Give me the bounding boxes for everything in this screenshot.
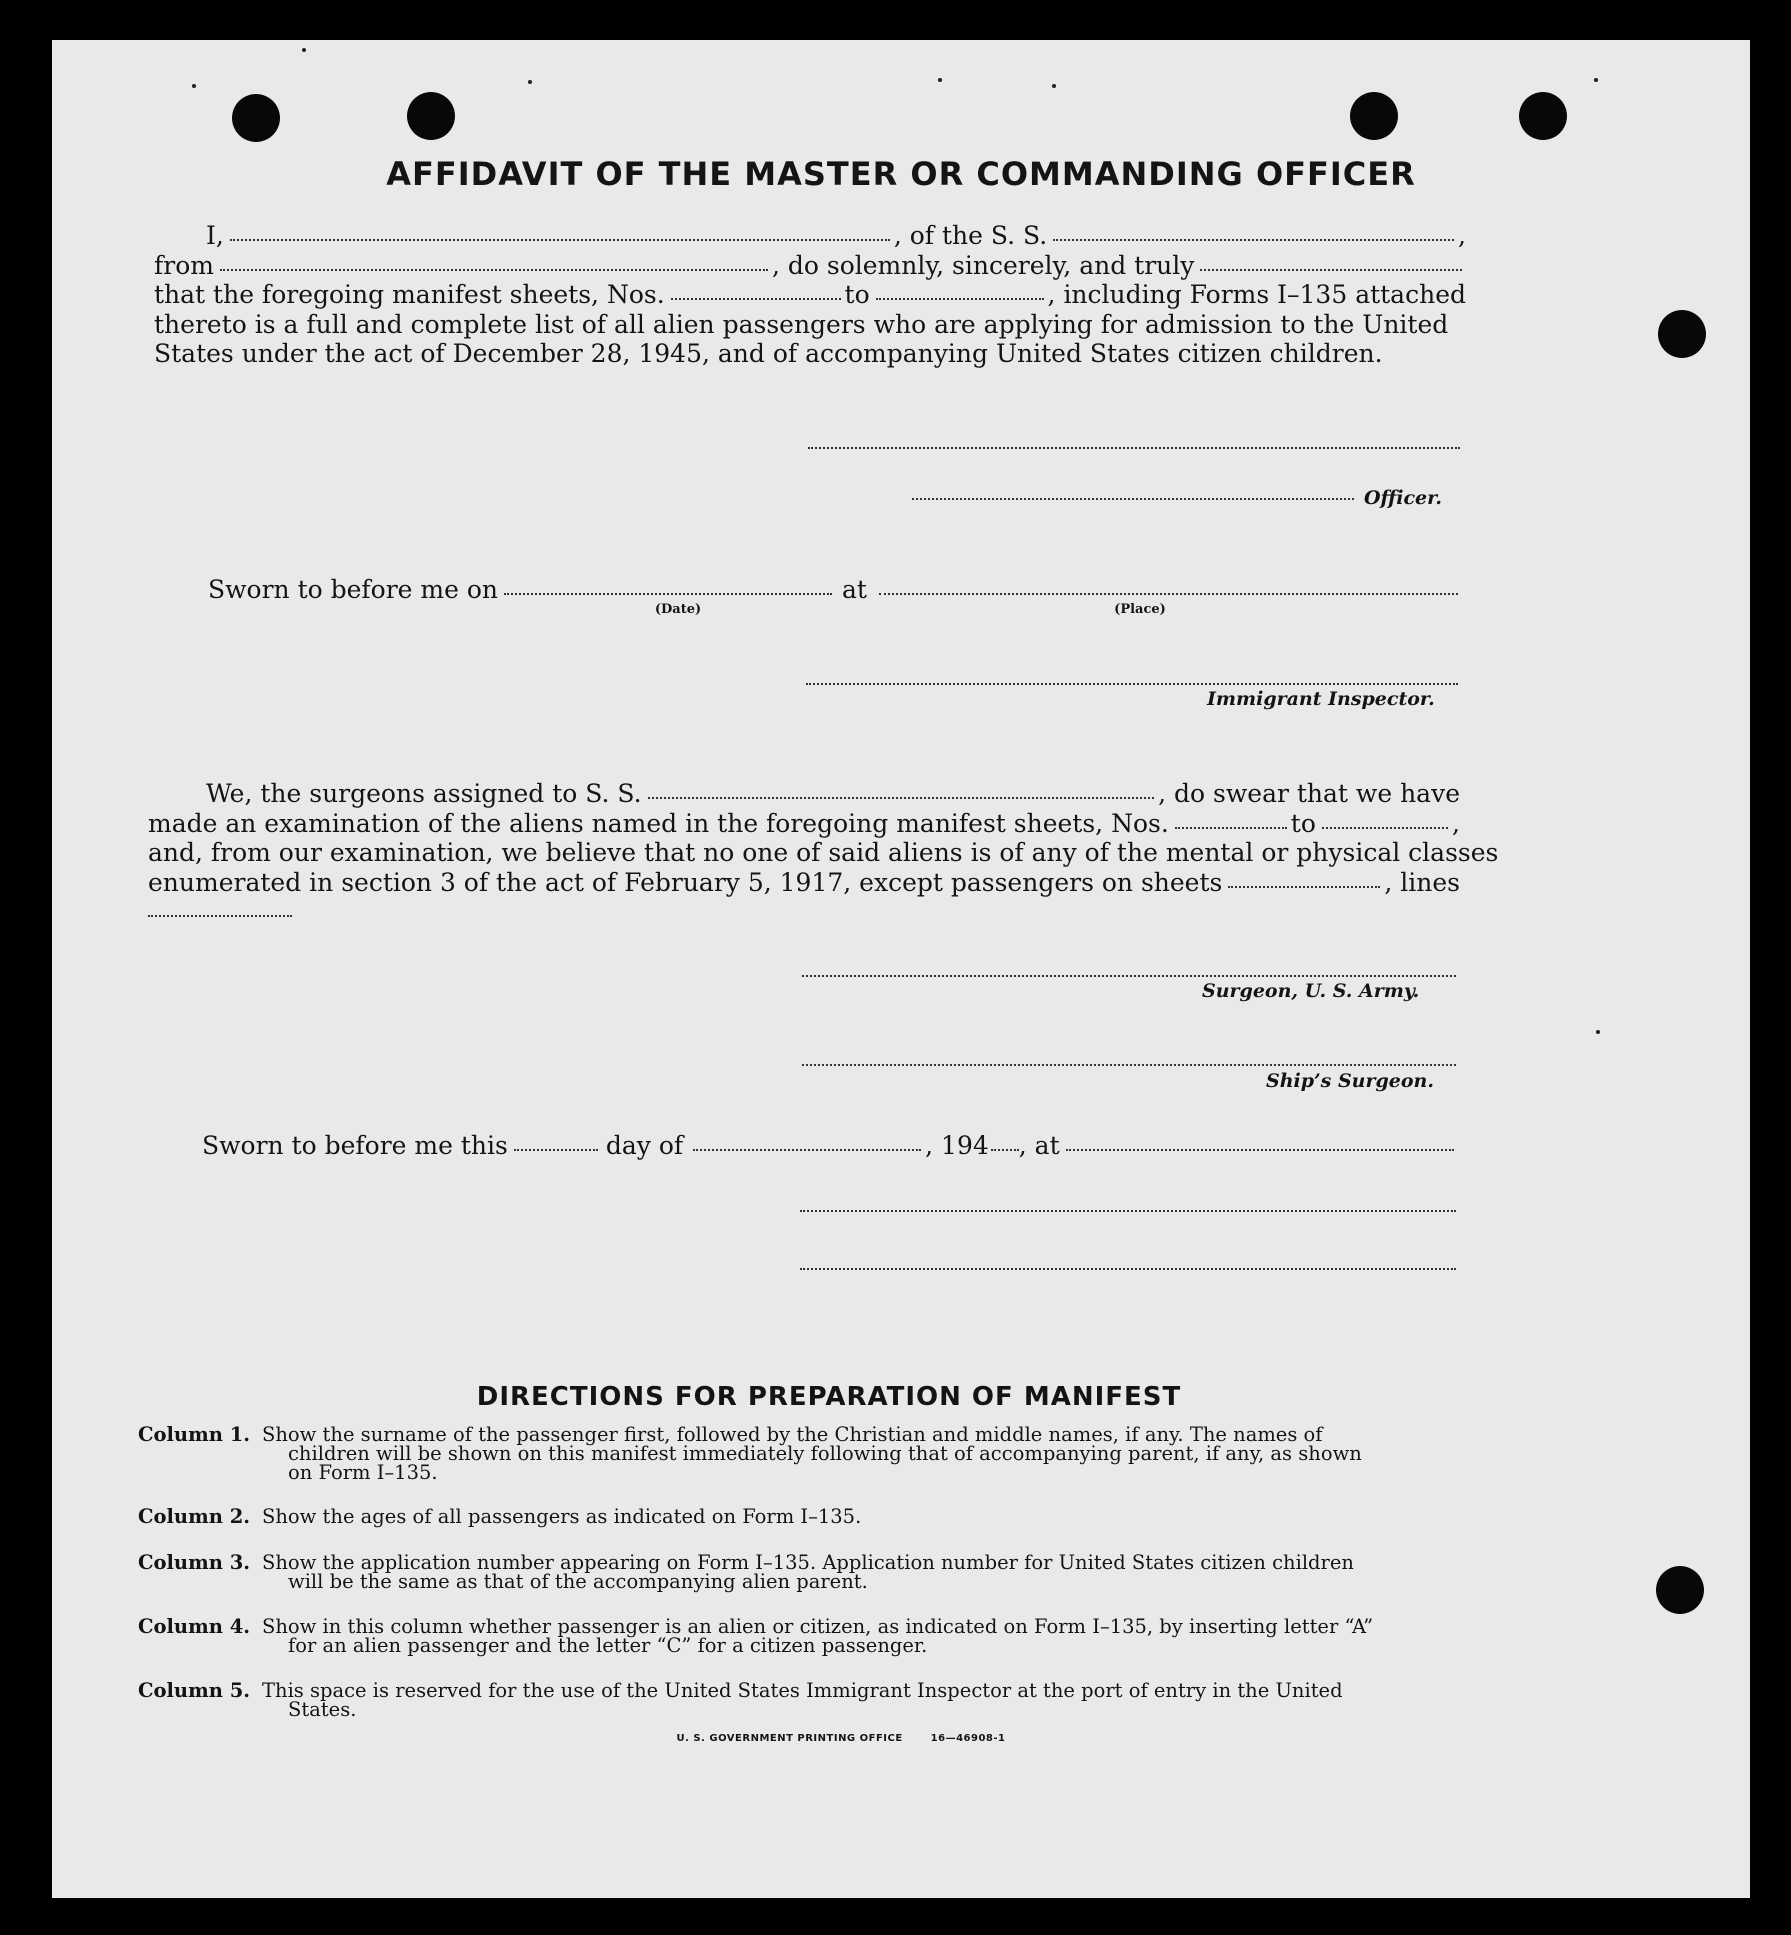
directions-list (138, 1425, 1538, 1765)
direction-text: Show the surname of the passenger first, followed by the Christian and middle names, if any. The names of (262, 1423, 1323, 1446)
direction-item (138, 1617, 1538, 1655)
direction-text: Show in this column whether passenger is an alien or citizen, as indicated on Form I–135, by inserting letter “A” (262, 1615, 1374, 1638)
inspector-label: Immigrant Inspector. (1207, 688, 1435, 710)
to-label: to (844, 280, 870, 309)
inspector-signature-line[interactable] (806, 683, 1458, 685)
speck (302, 48, 306, 52)
section-text: enumerated in section 3 of the act of February 5, 1917, except passengers on sheets (148, 867, 1223, 897)
directions-title: DIRECTIONS FOR PREPARATION OF MANIFEST (476, 1381, 1182, 1412)
oath-field[interactable] (1200, 269, 1462, 271)
direction-item (138, 1507, 1538, 1526)
direction-text: will be the same as that of the accompanying alien parent. (288, 1570, 868, 1593)
direction-text: children will be shown on this manifest immediately following that of accompanying parent, if any, as shown (288, 1442, 1362, 1465)
sworn-year-field[interactable] (991, 1149, 1019, 1151)
sworn-day-field[interactable] (514, 1149, 598, 1151)
officiant-signature-line[interactable] (800, 1210, 1456, 1212)
year-prefix: , 194 (925, 1131, 989, 1160)
place-caption: (Place) (1114, 602, 1166, 617)
affidavit-line-5: States under the act of December 28, 1945, and of accompanying United States citizen children. (154, 339, 1383, 368)
except-lines-field[interactable] (148, 915, 292, 917)
surgeon-sheet-from-field[interactable] (1175, 827, 1287, 829)
direction-item (138, 1553, 1538, 1591)
sheet-from-field[interactable] (671, 298, 841, 300)
affiant-intro: I, (206, 221, 224, 250)
sworn-at-field[interactable] (1066, 1149, 1454, 1151)
except-sheets-field[interactable] (1228, 886, 1380, 888)
forms-attached-text: , including Forms I–135 attached (1047, 280, 1466, 309)
army-surgeon-signature-line[interactable] (802, 975, 1456, 977)
ship-name-field[interactable] (1053, 239, 1454, 241)
date-caption: (Date) (654, 602, 702, 617)
direction-label: Column 4. (138, 1615, 251, 1638)
form-code: 16—46908-1 (930, 1733, 1006, 1744)
army-surgeon-label: Surgeon, U. S. Army. (1202, 980, 1420, 1002)
direction-item (138, 1425, 1538, 1482)
sworn-month-field[interactable] (693, 1149, 921, 1151)
punch-hole (407, 92, 455, 140)
affidavit-line-4: thereto is a full and complete list of all alien passengers who are applying for admission to the United (154, 309, 1449, 339)
direction-label: Column 3. (138, 1551, 251, 1574)
at-label: at (842, 575, 867, 604)
solemnly-text: , do solemnly, sincerely, and truly (771, 250, 1195, 280)
punch-hole (232, 94, 280, 142)
day-of-label: day of (605, 1131, 684, 1160)
master-affidavit-paragraph (154, 221, 1466, 369)
direction-text: This space is reserved for the use of the United States Immigrant Inspector at the port of entry in the United (262, 1679, 1343, 1702)
surgeon-ship-field[interactable] (648, 797, 1155, 799)
speck (528, 80, 532, 84)
comma: , (1458, 221, 1466, 250)
printing-office-text: U. S. GOVERNMENT PRINTING OFFICE (676, 1733, 903, 1744)
officer-signature-line[interactable] (808, 447, 1460, 449)
officer-title-line[interactable] (912, 498, 1354, 500)
punch-hole (1656, 1566, 1704, 1614)
from-label: from (154, 250, 214, 280)
ship-surgeon-label: Ship’s Surgeon. (1266, 1070, 1434, 1092)
direction-item (138, 1681, 1538, 1719)
sworn-date-field[interactable] (504, 593, 832, 595)
form-page (52, 40, 1750, 1898)
direction-text: for an alien passenger and the letter “C” for a citizen passenger. (288, 1634, 928, 1657)
direction-text: States. (288, 1698, 357, 1721)
direction-label: Column 2. (138, 1505, 251, 1528)
direction-text: on Form I–135. (288, 1461, 438, 1484)
printing-office-footer (0, 1733, 1690, 1744)
manifest-sheets-text: that the foregoing manifest sheets, Nos. (154, 280, 665, 309)
direction-label: Column 1. (138, 1423, 251, 1446)
to-label: to (1290, 808, 1316, 838)
speck (1596, 1030, 1600, 1034)
sworn-this-label: Sworn to before me this (202, 1131, 508, 1160)
at-label-2: , at (1018, 1131, 1060, 1160)
punch-hole (1519, 92, 1567, 140)
surgeons-intro: We, the surgeons assigned to S. S. (206, 779, 642, 808)
master-name-field[interactable] (230, 239, 890, 241)
swear-text: , do swear that we have (1158, 779, 1460, 808)
comma: , (1452, 808, 1460, 838)
surgeons-paragraph (148, 779, 1499, 897)
direction-label: Column 5. (138, 1679, 251, 1702)
officer-label: Officer. (1364, 487, 1443, 509)
direction-text: Show the ages of all passengers as indicated on Form I–135. (262, 1505, 862, 1528)
sworn-date-place-row (208, 575, 1462, 605)
affidavit-title: AFFIDAVIT OF THE MASTER OR COMMANDING OFFICER (386, 155, 1416, 194)
punch-hole (1350, 92, 1398, 140)
lines-label: , lines (1384, 867, 1460, 897)
direction-text: Show the application number appearing on Form I–135. Application number for United States citizen children (262, 1551, 1354, 1574)
punch-hole (1658, 310, 1706, 358)
examination-text: made an examination of the aliens named in the foregoing manifest sheets, Nos. (148, 808, 1169, 838)
speck (1594, 78, 1598, 82)
surgeons-line-3: and, from our examination, we believe that no one of said aliens is of any of the mental or physical classes (148, 838, 1499, 867)
speck (1052, 84, 1056, 88)
speck (192, 84, 196, 88)
of-ship-label: , of the S. S. (893, 221, 1048, 250)
surgeon-sheet-to-field[interactable] (1322, 827, 1448, 829)
sheet-to-field[interactable] (876, 298, 1044, 300)
port-field[interactable] (220, 269, 768, 271)
officiant-title-line[interactable] (800, 1268, 1456, 1270)
sworn-place-field[interactable] (879, 593, 1458, 595)
sworn-day-row (202, 1131, 1458, 1161)
sworn-on-label: Sworn to before me on (208, 575, 499, 604)
ship-surgeon-signature-line[interactable] (802, 1064, 1456, 1066)
speck (938, 78, 942, 82)
